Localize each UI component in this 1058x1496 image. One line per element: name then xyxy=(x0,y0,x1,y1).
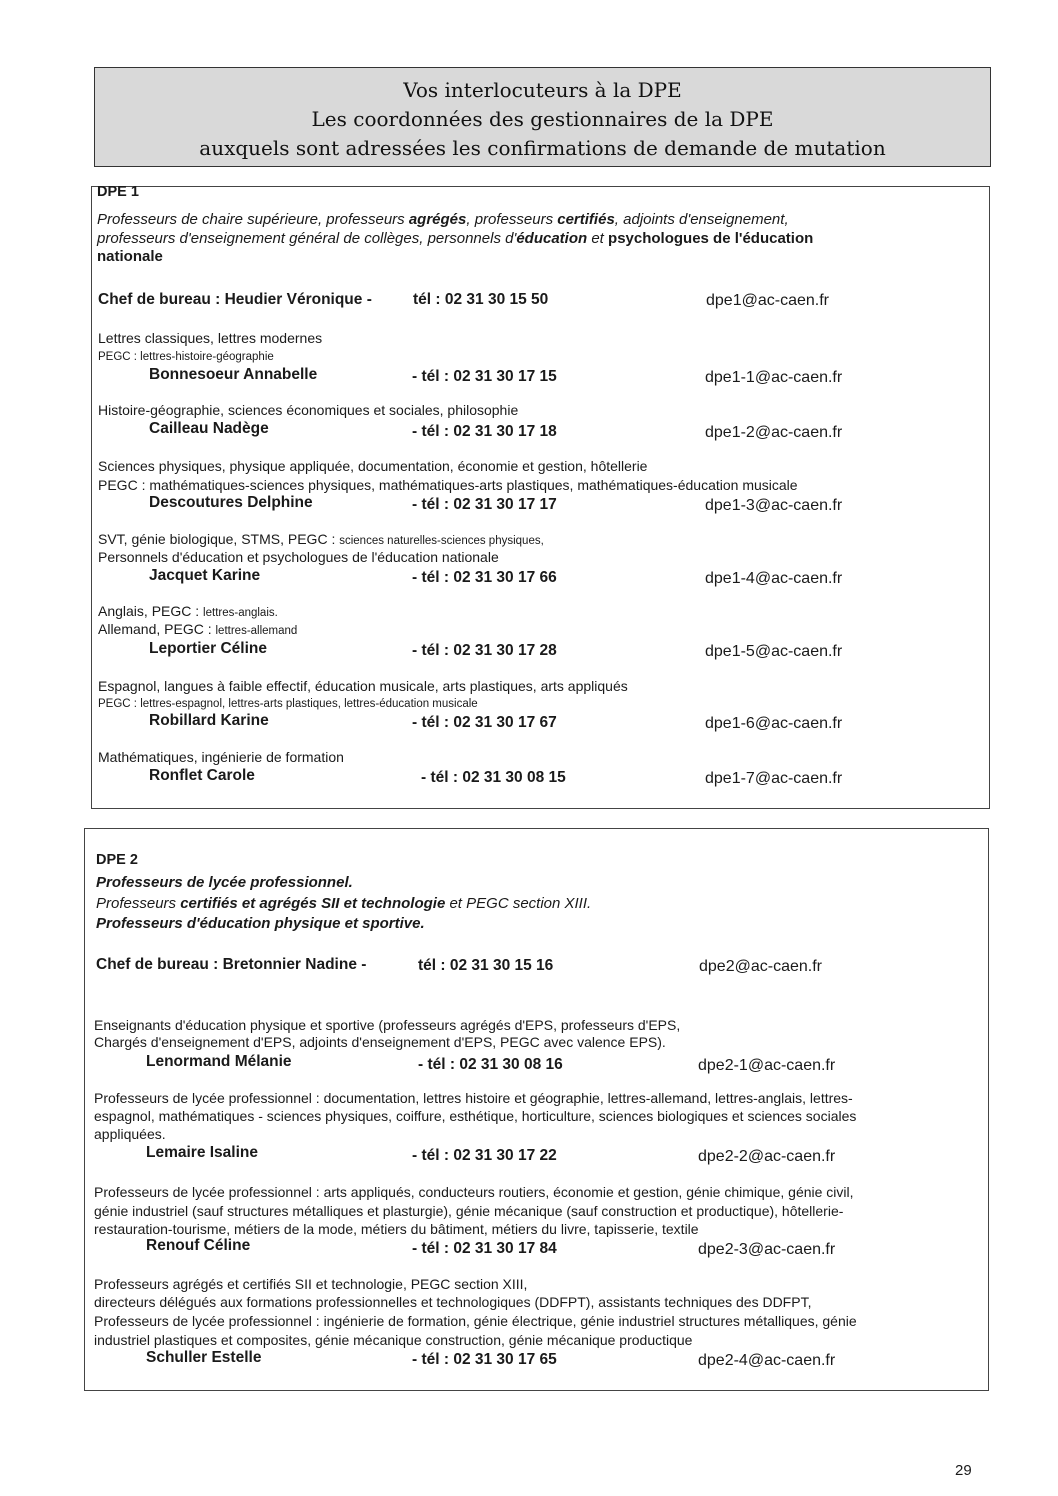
contact-email[interactable]: dpe2-4@ac-caen.fr xyxy=(698,1352,836,1369)
page-header xyxy=(94,67,991,167)
header-title: Vos interlocuteurs à la DPE xyxy=(403,78,682,102)
dpe2-chief-email[interactable]: dpe2@ac-caen.fr xyxy=(699,958,822,975)
contact-name: Descoutures Delphine xyxy=(149,494,313,511)
contact-category: Professeurs de lycée professionnel : arts appliqués, conducteurs routiers, économie et gestion, génie chimique, génie civil, xyxy=(94,1184,854,1200)
contact-email[interactable]: dpe1-1@ac-caen.fr xyxy=(705,369,843,386)
contact-tel: - tél : 02 31 30 17 65 xyxy=(412,1351,557,1368)
contact-category: Allemand, PEGC : lettres-allemand xyxy=(98,621,298,637)
contact-name: Schuller Estelle xyxy=(146,1349,262,1366)
dpe1-intro-line3: nationale xyxy=(97,248,163,265)
contact-name: Bonnesoeur Annabelle xyxy=(149,366,318,383)
contact-email[interactable]: dpe1-7@ac-caen.fr xyxy=(705,770,843,787)
contact-name: Robillard Karine xyxy=(149,712,269,729)
contact-category: Professeurs agrégés et certifiés SII et technologie, PEGC section XIII, xyxy=(94,1276,528,1292)
dpe1-intro-line2: professeurs d'enseignement général de collèges, personnels d'éducation et psychologues de l'éducation xyxy=(97,230,814,247)
contact-category: Histoire-géographie, sciences économiques et sociales, philosophie xyxy=(98,402,519,418)
contact-email[interactable]: dpe1-2@ac-caen.fr xyxy=(705,424,843,441)
contact-category: espagnol, mathématiques - sciences physiques, coiffure, esthétique, horticulture, sciences biologiques et sciences sociales xyxy=(94,1108,857,1124)
contact-tel: - tél : 02 31 30 08 15 xyxy=(421,769,566,786)
contact-category: PEGC : mathématiques-sciences physiques, mathématiques-arts plastiques, mathématiques-éducation musicale xyxy=(98,477,798,493)
dpe2-chief-tel: tél : 02 31 30 15 16 xyxy=(418,957,554,974)
contact-category: Enseignants d'éducation physique et sportive (professeurs agrégés d'EPS, professeurs d'EPS, xyxy=(94,1017,681,1033)
contact-tel: - tél : 02 31 30 17 18 xyxy=(412,423,557,440)
dpe1-chief-tel: tél : 02 31 30 15 50 xyxy=(413,291,549,308)
contact-category: industriel plastiques et composites, génie mécanique construction, génie mécanique productique xyxy=(94,1332,693,1348)
contact-category: Professeurs de lycée professionnel : documentation, lettres histoire et géographie, lettres-allemand, lettres-anglais, lettres- xyxy=(94,1090,853,1106)
contact-category: Chargés d'enseignement d'EPS, adjoints d'enseignement d'EPS, PEGC avec valence EPS). xyxy=(94,1034,666,1050)
contact-category: Sciences physiques, physique appliquée, documentation, économie et gestion, hôtellerie xyxy=(98,458,648,474)
contact-tel: - tél : 02 31 30 17 66 xyxy=(412,569,557,586)
contact-category: appliquées. xyxy=(94,1126,166,1142)
contact-tel: - tél : 02 31 30 17 22 xyxy=(412,1147,557,1164)
dpe2-title: DPE 2 xyxy=(96,852,138,868)
contact-email[interactable]: dpe1-3@ac-caen.fr xyxy=(705,497,843,514)
contact-name: Leportier Céline xyxy=(149,640,267,657)
page-number: 29 xyxy=(955,1462,972,1479)
contact-email[interactable]: dpe1-6@ac-caen.fr xyxy=(705,715,843,732)
dpe2-chief-label: Chef de bureau : Bretonnier Nadine - xyxy=(96,956,367,973)
dpe1-title: DPE 1 xyxy=(97,184,139,200)
dpe1-chief-email[interactable]: dpe1@ac-caen.fr xyxy=(706,292,829,309)
contact-category: Professeurs de lycée professionnel : ingénierie de formation, génie électrique, génie industriel structures métalliques, génie xyxy=(94,1313,857,1329)
dpe1-chief-label: Chef de bureau : Heudier Véronique - xyxy=(98,291,372,308)
contact-category: restauration-tourisme, métiers de la mode, métiers du bâtiment, métiers du livre, tapisserie, textile xyxy=(94,1221,699,1237)
contact-tel: - tél : 02 31 30 17 28 xyxy=(412,642,557,659)
contact-email[interactable]: dpe2-3@ac-caen.fr xyxy=(698,1241,836,1258)
contact-name: Renouf Céline xyxy=(146,1237,251,1254)
contact-tel: - tél : 02 31 30 17 84 xyxy=(412,1240,557,1257)
contact-name: Ronflet Carole xyxy=(149,767,255,784)
contact-category: Espagnol, langues à faible effectif, éducation musicale, arts plastiques, arts appliqués xyxy=(98,678,628,694)
contact-category: SVT, génie biologique, STMS, PEGC : sciences naturelles-sciences physiques, xyxy=(98,531,544,547)
dpe1-intro-line1: Professeurs de chaire supérieure, professeurs agrégés, professeurs certifiés, adjoints d'enseignement, xyxy=(97,211,789,228)
contact-name: Lenormand Mélanie xyxy=(146,1053,292,1070)
header-subtitle-2: auxquels sont adressées les confirmations de demande de mutation xyxy=(199,136,886,160)
dpe2-intro-line3: Professeurs d'éducation physique et sportive. xyxy=(96,915,425,932)
contact-category: Lettres classiques, lettres modernes xyxy=(98,330,323,346)
contact-category: PEGC : lettres-espagnol, lettres-arts plastiques, lettres-éducation musicale xyxy=(98,698,478,710)
header-subtitle: Les coordonnées des gestionnaires de la DPE xyxy=(311,107,774,131)
contact-category: PEGC : lettres-histoire-géographie xyxy=(98,351,274,363)
contact-category: Anglais, PEGC : lettres-anglais. xyxy=(98,603,278,619)
contact-email[interactable]: dpe2-2@ac-caen.fr xyxy=(698,1148,836,1165)
contact-category: Personnels d'éducation et psychologues de l'éducation nationale xyxy=(98,549,499,565)
contact-name: Lemaire Isaline xyxy=(146,1144,259,1161)
contact-tel: - tél : 02 31 30 17 17 xyxy=(412,496,557,513)
contact-category: génie industriel (sauf structures métalliques et plasturgie), génie mécanique (sauf construction et productique), hôtellerie- xyxy=(94,1203,844,1219)
contact-tel: - tél : 02 31 30 08 16 xyxy=(418,1056,563,1073)
contact-email[interactable]: dpe1-4@ac-caen.fr xyxy=(705,570,843,587)
contact-category: Mathématiques, ingénierie de formation xyxy=(98,749,344,765)
contact-category: directeurs délégués aux formations professionnelles et technologiques (DDFPT), assistants techniques des DDFPT, xyxy=(94,1294,812,1310)
contact-name: Cailleau Nadège xyxy=(149,420,269,437)
dpe2-intro-line2: Professeurs certifiés et agrégés SII et technologie et PEGC section XIII. xyxy=(96,895,592,912)
contact-email[interactable]: dpe2-1@ac-caen.fr xyxy=(698,1057,836,1074)
contact-tel: - tél : 02 31 30 17 67 xyxy=(412,714,557,731)
contact-tel: - tél : 02 31 30 17 15 xyxy=(412,368,557,385)
dpe2-intro-line1: Professeurs de lycée professionnel. xyxy=(96,874,353,891)
contact-name: Jacquet Karine xyxy=(149,567,261,584)
contact-email[interactable]: dpe1-5@ac-caen.fr xyxy=(705,643,843,660)
